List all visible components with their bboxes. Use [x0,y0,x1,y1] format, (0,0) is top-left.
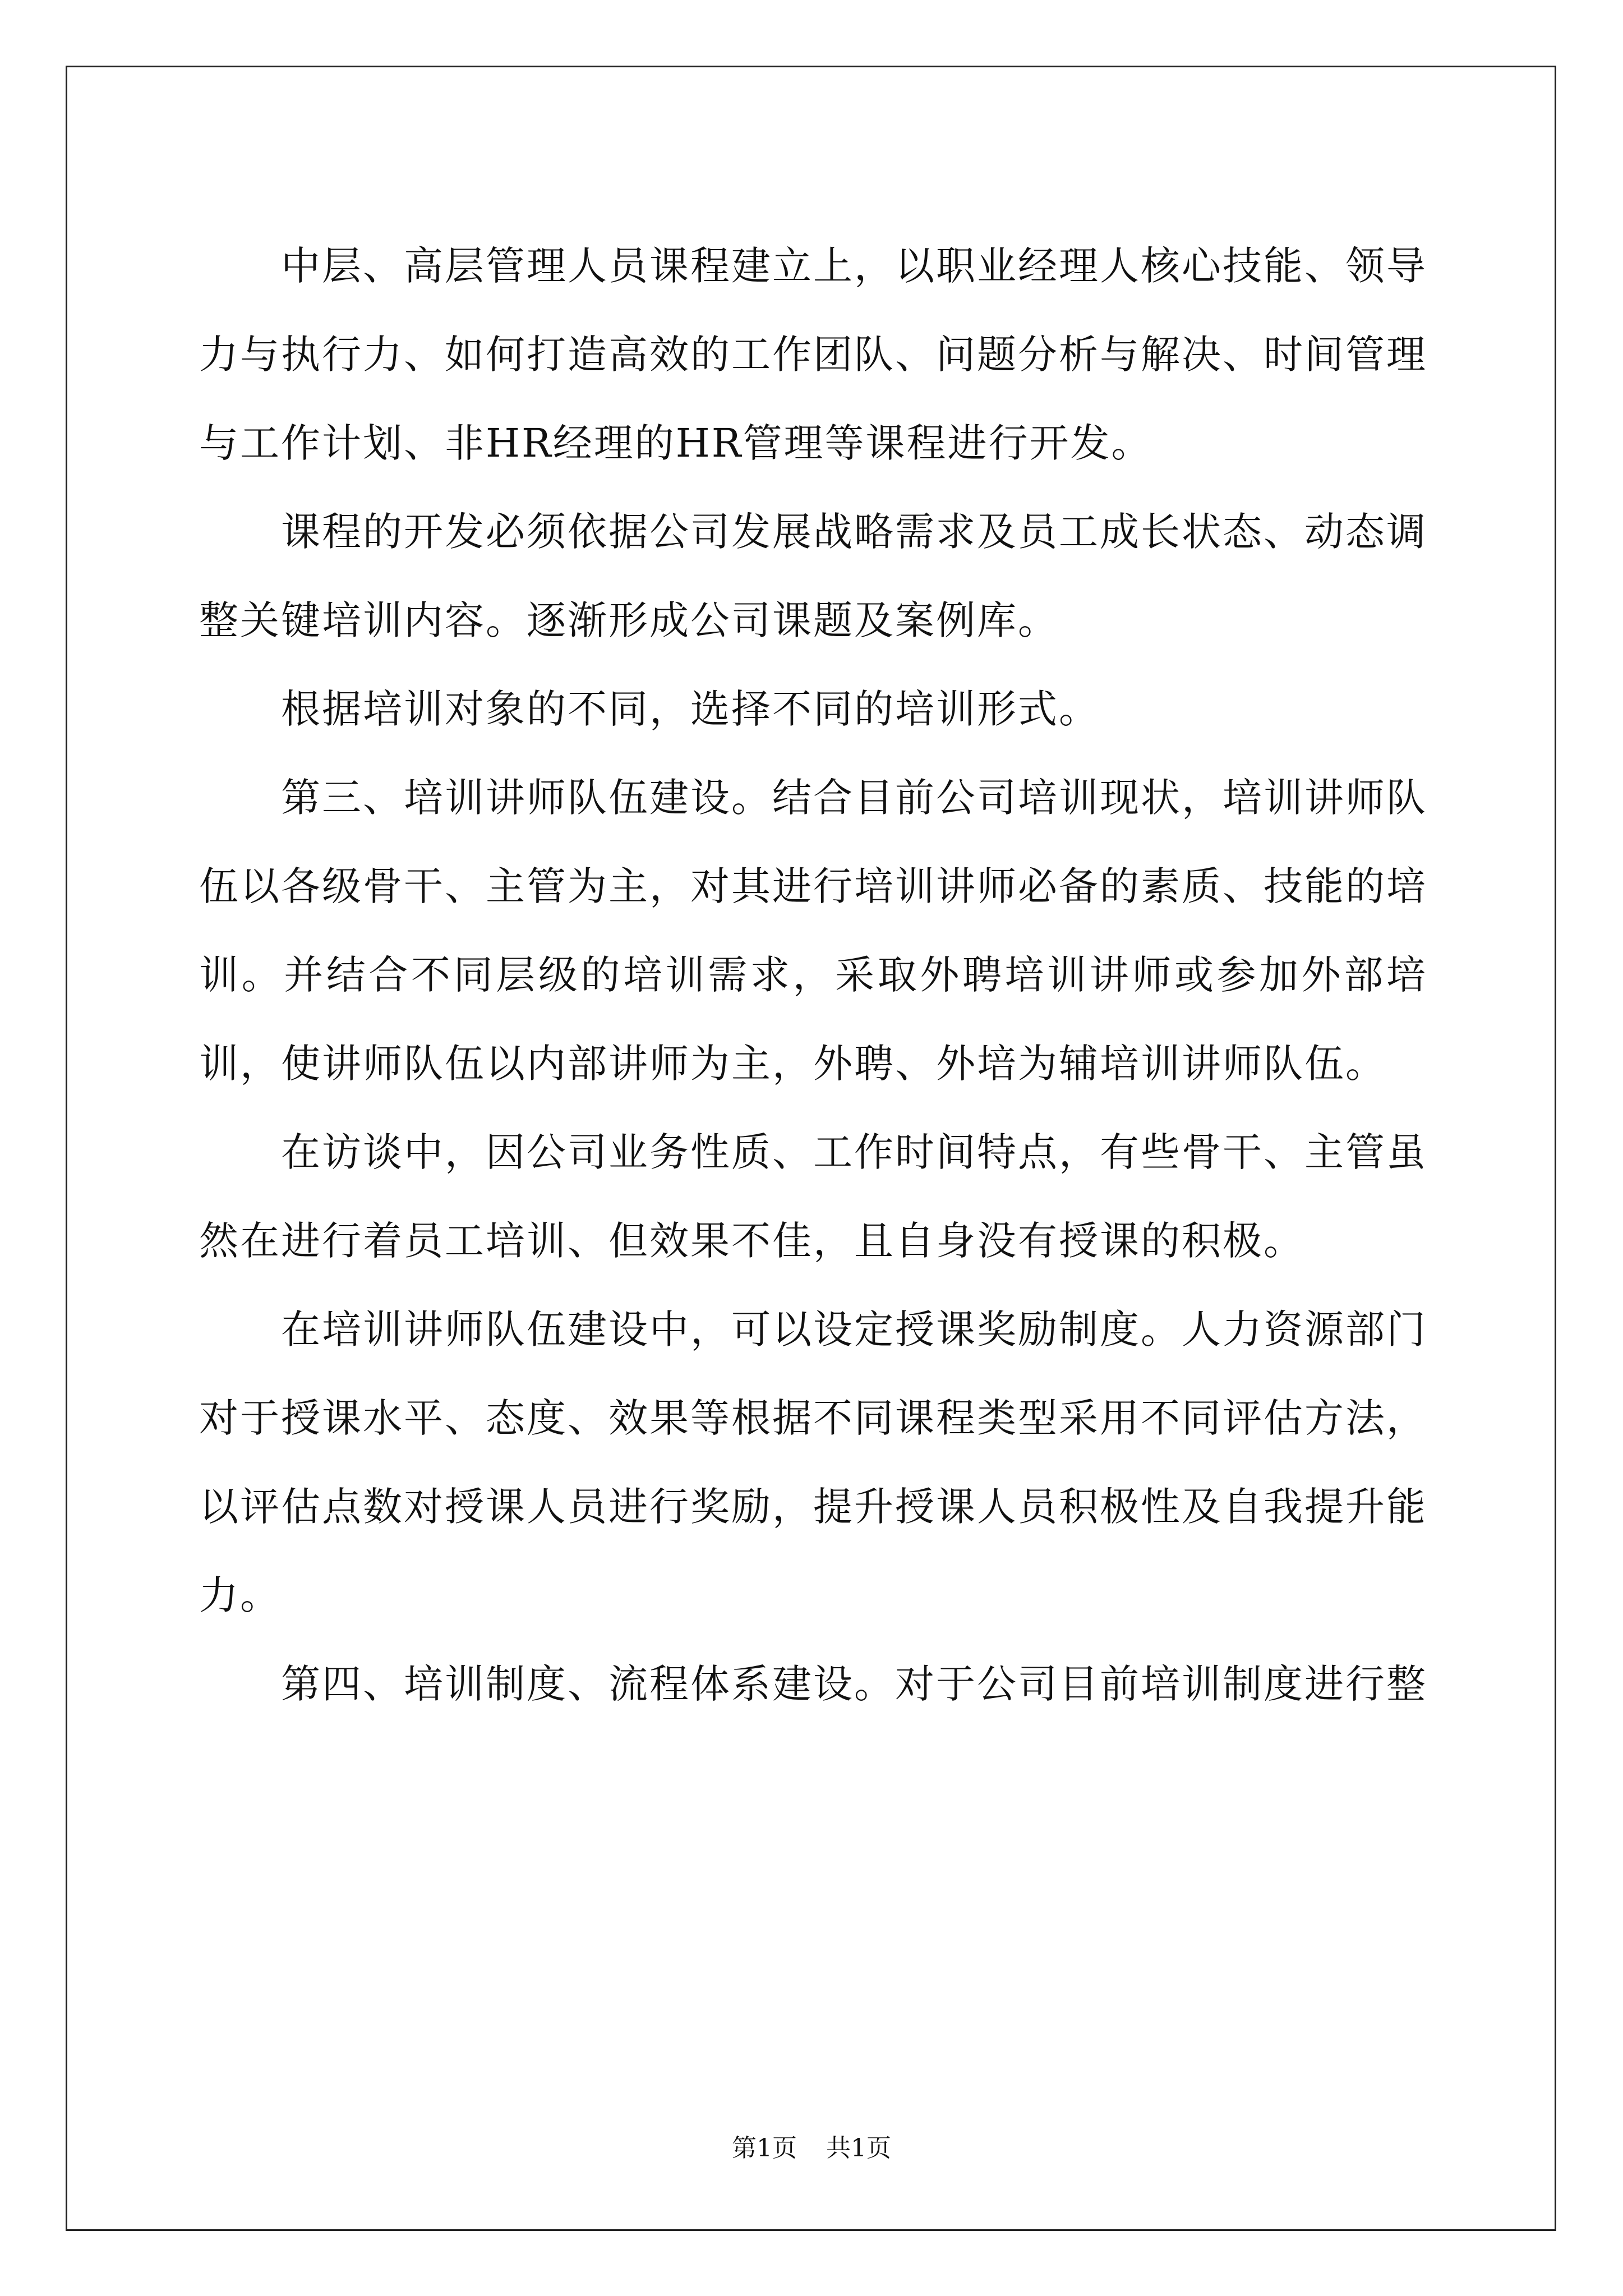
paragraph-3: 根据培训对象的不同，选择不同的培训形式。 [281,686,1100,732]
page-total: 共1页 [826,2134,891,2162]
paragraph-5: 在访谈中，因公司业务性质、工作时间特点，有些骨干、主管虽然在进行着员工培训、但效果不佳，且自身没有授课的积极。 [199,1129,1427,1264]
paragraph-4: 第三、培训讲师队伍建设。结合目前公司培训现状，培训讲师队伍以各级骨干、主管为主，对其进行培训讲师必备的素质、技能的培训。并结合不同层级的培训需求，采取外聘培训讲师或参加外部培训，使讲师队伍以内部讲师为主，外聘、外培为辅培训讲师队伍。 [199,775,1427,1087]
document-body [199,222,1427,1728]
paragraph-6: 在培训讲师队伍建设中，可以设定授课奖励制度。人力资源部门对于授课水平、态度、效果等根据不同课程类型采用不同评估方法，以评估点数对授课人员进行奖励，提升授课人员积极性及自我提升能力。 [199,1306,1427,1618]
paragraph-1: 中层、高层管理人员课程建立上，以职业经理人核心技能、领导力与执行力、如何打造高效的工作团队、问题分析与解决、时间管理与工作计划、非HR经理的HR管理等课程进行开发。 [199,243,1427,466]
paragraph-2: 课程的开发必须依据公司发展战略需求及员工成长状态、动态调整关键培训内容。逐渐形成公司课题及案例库。 [199,509,1427,643]
page-number: 第1页 [732,2134,797,2162]
page-footer [0,2132,1623,2165]
paragraph-7: 第四、培训制度、流程体系建设。对于公司目前培训制度进行整 [281,1661,1427,1707]
